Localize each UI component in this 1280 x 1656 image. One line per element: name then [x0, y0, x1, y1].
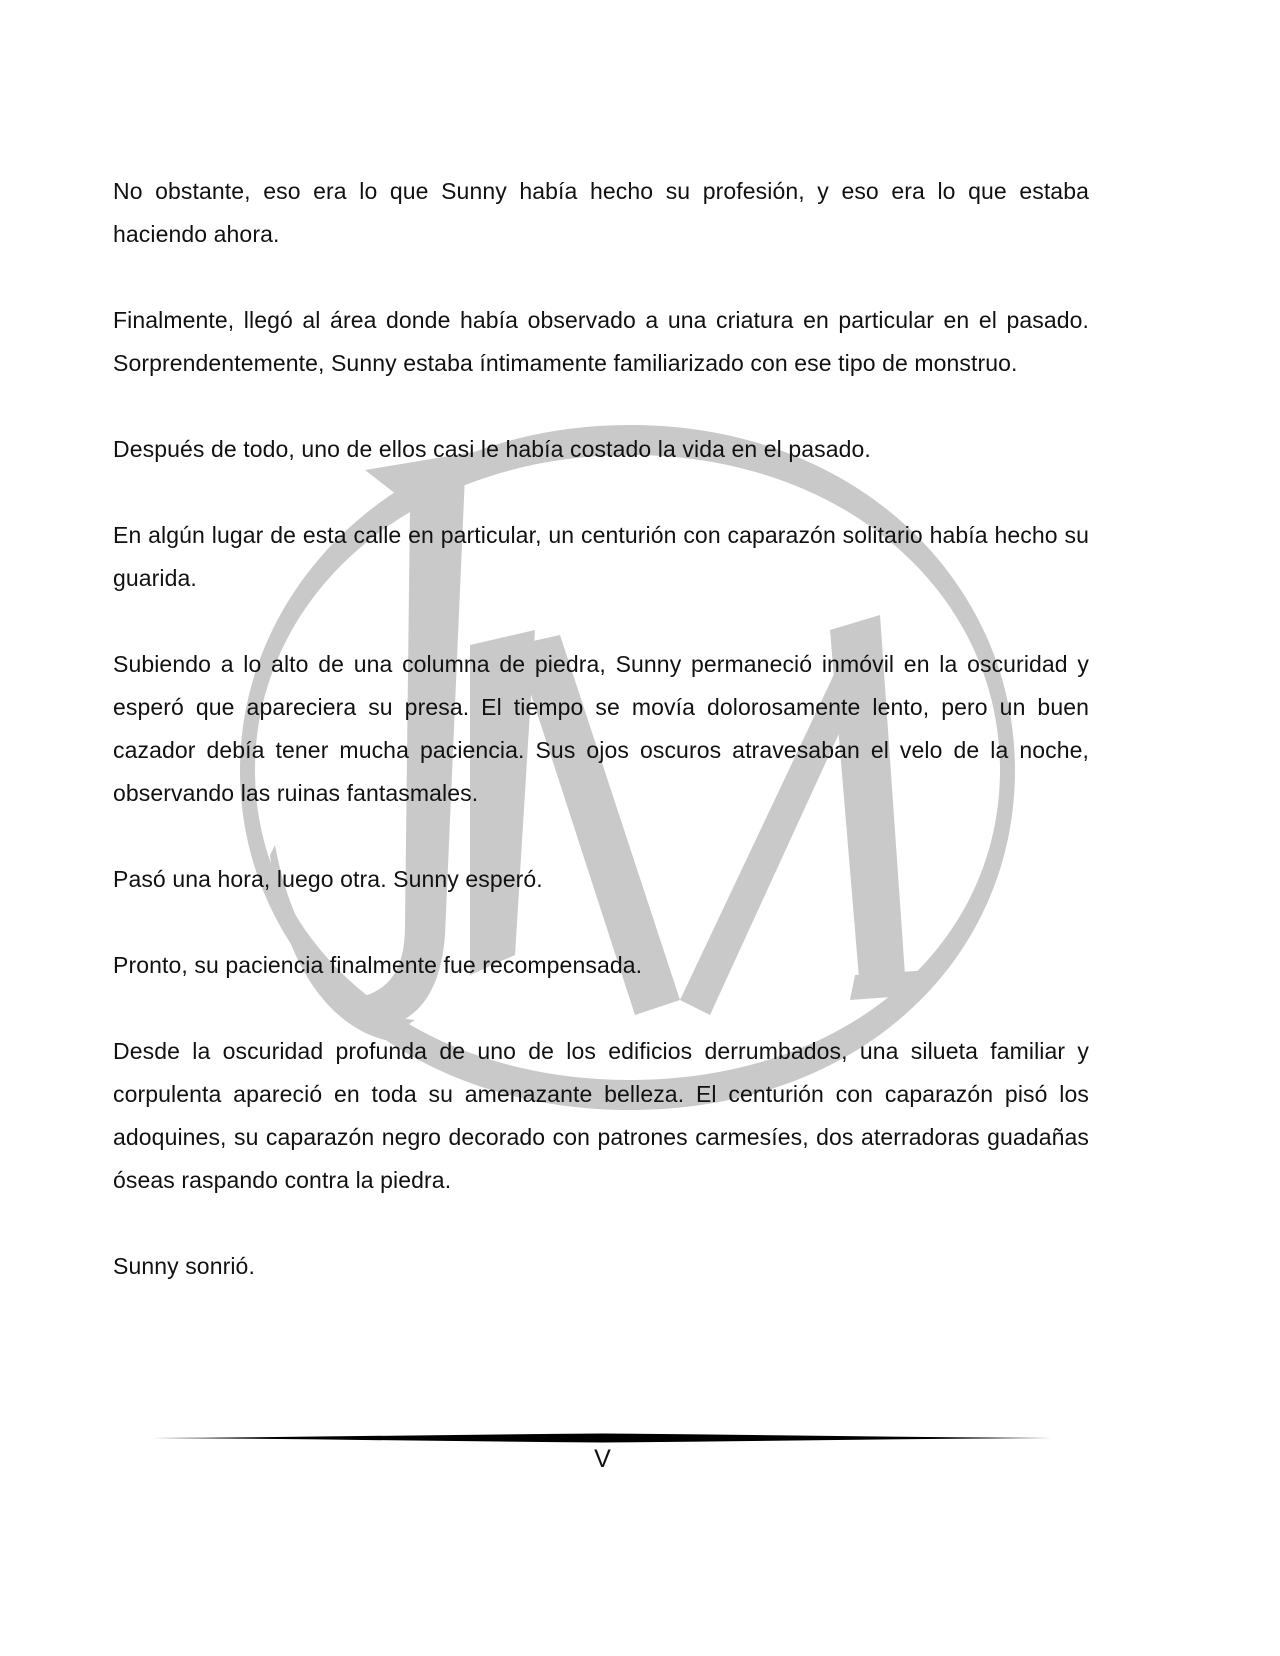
- paragraph: Pasó una hora, luego otra. Sunny esperó.: [113, 866, 543, 892]
- paragraph: En algún lugar de esta calle en particular, un centurión con caparazón solitario había hecho su guarida.: [113, 522, 1089, 591]
- paragraph: Pronto, su paciencia finalmente fue recompensada.: [113, 952, 643, 978]
- page-number: V: [594, 1445, 611, 1473]
- paragraph: Sunny sonrió.: [113, 1253, 255, 1279]
- paragraph: Después de todo, uno de ellos casi le había costado la vida en el pasado.: [113, 436, 871, 462]
- page-body: [113, 170, 1089, 1331]
- paragraph: Desde la oscuridad profunda de uno de los edificios derrumbados, una silueta familiar y corpulenta apareció en toda su amenazante belleza. El centurión con caparazón pisó los adoquines, su caparazón negro decorado con patrones carmesíes, dos aterradoras guadañas óseas raspando contra la piedra.: [113, 1038, 1089, 1193]
- footer-divider: [152, 1431, 1052, 1445]
- paragraph: Finalmente, llegó al área donde había observado a una criatura en particular en el pasado. Sorprendentemente, Sunny estaba íntimamente familiarizado con ese tipo de monstruo.: [113, 307, 1089, 376]
- paragraph: No obstante, eso era lo que Sunny había hecho su profesión, y eso era lo que estaba haciendo ahora.: [113, 178, 1089, 247]
- paragraph: Subiendo a lo alto de una columna de piedra, Sunny permaneció inmóvil en la oscuridad y esperó que apareciera su presa. El tiempo se movía dolorosamente lento, pero un buen cazador debía tener mucha paciencia. Sus ojos oscuros atravesaban el velo de la noche, observando las ruinas fantasmales.: [113, 651, 1089, 806]
